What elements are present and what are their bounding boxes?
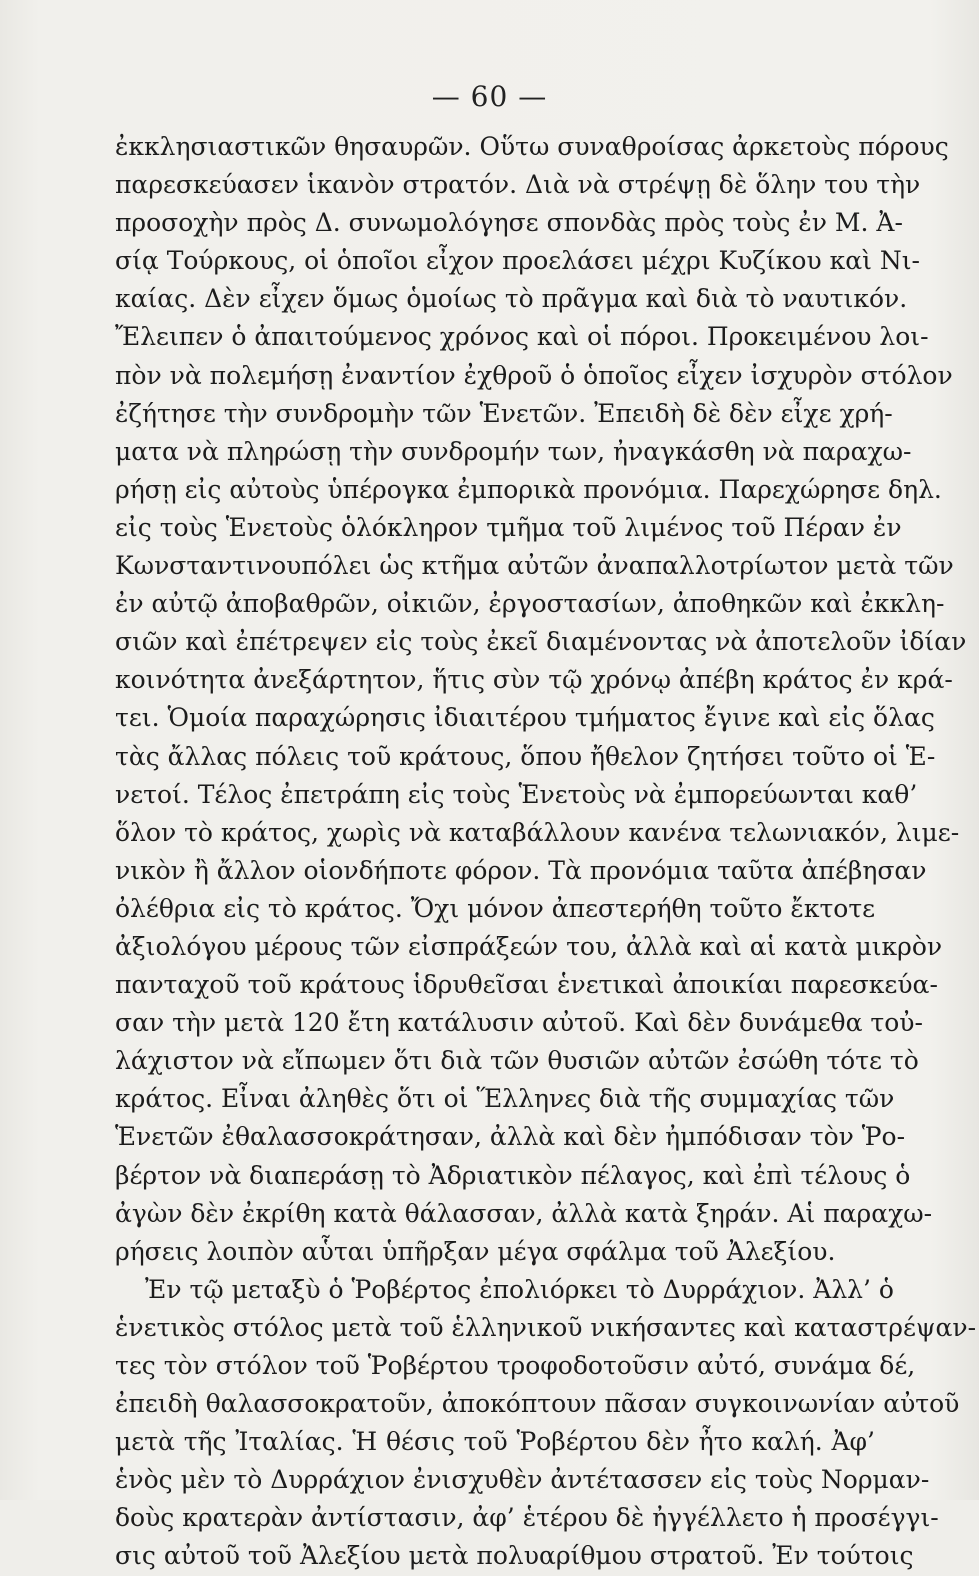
text-line: πανταχοῦ τοῦ κράτους ἱδρυθεῖσαι ἑνετικαὶ ἀποικίαι παρεσκεύα- [115,970,938,1000]
text-line: νικὸν ἢ ἄλλον οἱονδήποτε φόρον. Τὰ προνόμια ταῦτα ἀπέβησαν [115,855,927,885]
text-line: κοινότητα ἀνεξάρτητον, ἥτις σὺν τῷ χρόνῳ ἀπέβη κράτος ἐν κρά- [115,665,953,695]
text-line: Ἑνετῶν ἐθαλασσοκράτησαν, ἀλλὰ καὶ δὲν ἠμπόδισαν τὸν Ῥο- [115,1122,906,1152]
text-line: ὅλον τὸ κράτος, χωρὶς νὰ καταβάλλουν κανένα τελωνιακόν, λιμε- [115,817,960,847]
text-line: πὸν νὰ πολεμήσῃ ἐναντίον ἐχθροῦ ὁ ὁποῖος εἶχεν ἰσχυρὸν στόλον [115,360,953,390]
page-number: — 60 — [431,80,548,113]
text-line: ρήσεις λοιπὸν αὗται ὑπῆρξαν μέγα σφάλμα τοῦ Ἀλεξίου. [115,1236,836,1266]
text-line: Ἐν τῷ μεταξὺ ὁ Ῥοβέρτος ἐπολιόρκει τὸ Δυρράχιον. Ἀλλ’ ὁ [145,1274,894,1304]
text-line: εἰς τοὺς Ἑνετοὺς ὁλόκληρον τμῆμα τοῦ λιμένος τοῦ Πέραν ἐν [115,512,902,542]
text-line: ἐπειδὴ θαλασσοκρατοῦν, ἀποκόπτουν πᾶσαν συγκοινωνίαν αὐτοῦ [115,1389,960,1419]
text-line: καίας. Δὲν εἶχεν ὅμως ὁμοίως τὸ πρᾶγμα καὶ διὰ τὸ ναυτικόν. [115,284,908,314]
text-line: τει. Ὁμοία παραχώρησις ἰδιαιτέρου τμήματος ἔγινε καὶ εἰς ὅλας [115,703,935,733]
text-line: σίᾳ Τούρκους, οἱ ὁποῖοι εἶχον προελάσει μέχρι Κυζίκου καὶ Νι- [115,246,920,276]
text-line: τὰς ἄλλας πόλεις τοῦ κράτους, ὅπου ἤθελον ζητήσει τοῦτο οἱ Ἑ- [115,741,936,771]
text-line: σις αὐτοῦ τοῦ Ἀλεξίου μετὰ πολυαρίθμου στρατοῦ. Ἐν τούτοις [115,1541,914,1571]
text-line: βέρτον νὰ διαπεράσῃ τὸ Ἀδριατικὸν πέλαγος, καὶ ἐπὶ τέλους ὁ [115,1160,911,1190]
text-line: ἑνετικὸς στόλος μετὰ τοῦ ἑλληνικοῦ νικήσαντες καὶ καταστρέψαν- [115,1312,977,1342]
text-line: σαν τὴν μετὰ 120 ἔτη κατάλυσιν αὐτοῦ. Καὶ δὲν δυνάμεθα τοὐ- [115,1008,923,1038]
body-text [115,128,977,1576]
text-line: ἀγὼν δὲν ἐκρίθη κατὰ θάλασσαν, ἀλλὰ κατὰ ξηράν. Αἱ παραχω- [115,1198,933,1228]
text-line: ἐκκλησιαστικῶν θησαυρῶν. Οὕτω συναθροίσας ἀρκετοὺς πόρους [115,132,949,161]
text-line: λάχιστον νὰ εἴπωμεν ὅτι διὰ τῶν θυσιῶν αὐτῶν ἐσώθη τότε τὸ [115,1046,919,1076]
text-line: Ἔλειπεν ὁ ἀπαιτούμενος χρόνος καὶ οἱ πόροι. Προκειμένου λοι- [115,322,929,352]
text-line: προσοχὴν πρὸς Δ. συνωμολόγησε σπονδὰς πρὸς τοὺς ἐν Μ. Ἀ- [115,208,903,238]
text-line: ἑνὸς μὲν τὸ Δυρράχιον ἐνισχυθὲν ἀντέτασσεν εἰς τοὺς Νορμαν- [115,1465,930,1495]
text-line: δοὺς κρατερὰν ἀντίστασιν, ἀφ’ ἑτέρου δὲ ἠγγέλλετο ἡ προσέγγι- [115,1503,939,1533]
text-line: νετοί. Τέλος ἐπετράπη εἰς τοὺς Ἑνετοὺς νὰ ἐμπορεύωνται καθ’ [115,779,918,809]
text-line: ἀξιολόγου μέρους τῶν εἰσπράξεών του, ἀλλὰ καὶ αἱ κατὰ μικρὸν [115,931,943,961]
text-line: ἐζήτησε τὴν συνδρομὴν τῶν Ἑνετῶν. Ἐπειδὴ δὲ δὲν εἶχε χρή- [115,398,893,428]
text-line: μετὰ τῆς Ἰταλίας. Ἡ θέσις τοῦ Ῥοβέρτου δὲν ἦτο καλή. Ἀφ’ [115,1427,875,1457]
text-line: Κωνσταντινουπόλει ὡς κτῆμα αὐτῶν ἀναπαλλοτρίωτον μετὰ τῶν [115,551,954,581]
text-line: κράτος. Εἶναι ἀληθὲς ὅτι οἱ Ἕλληνες διὰ τῆς συμμαχίας τῶν [115,1084,895,1114]
text-line: σιῶν καὶ ἐπέτρεψεν εἰς τοὺς ἐκεῖ διαμένοντας νὰ ἀποτελοῦν ἰδίαν [115,627,967,657]
text-line: τες τὸν στόλον τοῦ Ῥοβέρτου τροφοδοτοῦσιν αὐτό, συνάμα δέ, [115,1351,916,1380]
text-line: ἐν αὐτῷ ἀποβαθρῶν, οἰκιῶν, ἐργοστασίων, ἀποθηκῶν καὶ ἐκκλη- [115,589,945,619]
text-line: παρεσκεύασεν ἱκανὸν στρατόν. Διὰ νὰ στρέψῃ δὲ ὅλην του τὴν [115,170,921,200]
text-line: ματα νὰ πληρώσῃ τὴν συνδρομήν των, ἠναγκάσθη νὰ παραχω- [115,436,912,466]
text-line: ρήσῃ εἰς αὐτοὺς ὑπέρογκα ἐμπορικὰ προνόμια. Παρεχώρησε δηλ. [115,474,942,504]
text-line: ὀλέθρια εἰς τὸ κράτος. Ὄχι μόνον ἀπεστερήθη τοῦτο ἔκτοτε [115,893,876,923]
